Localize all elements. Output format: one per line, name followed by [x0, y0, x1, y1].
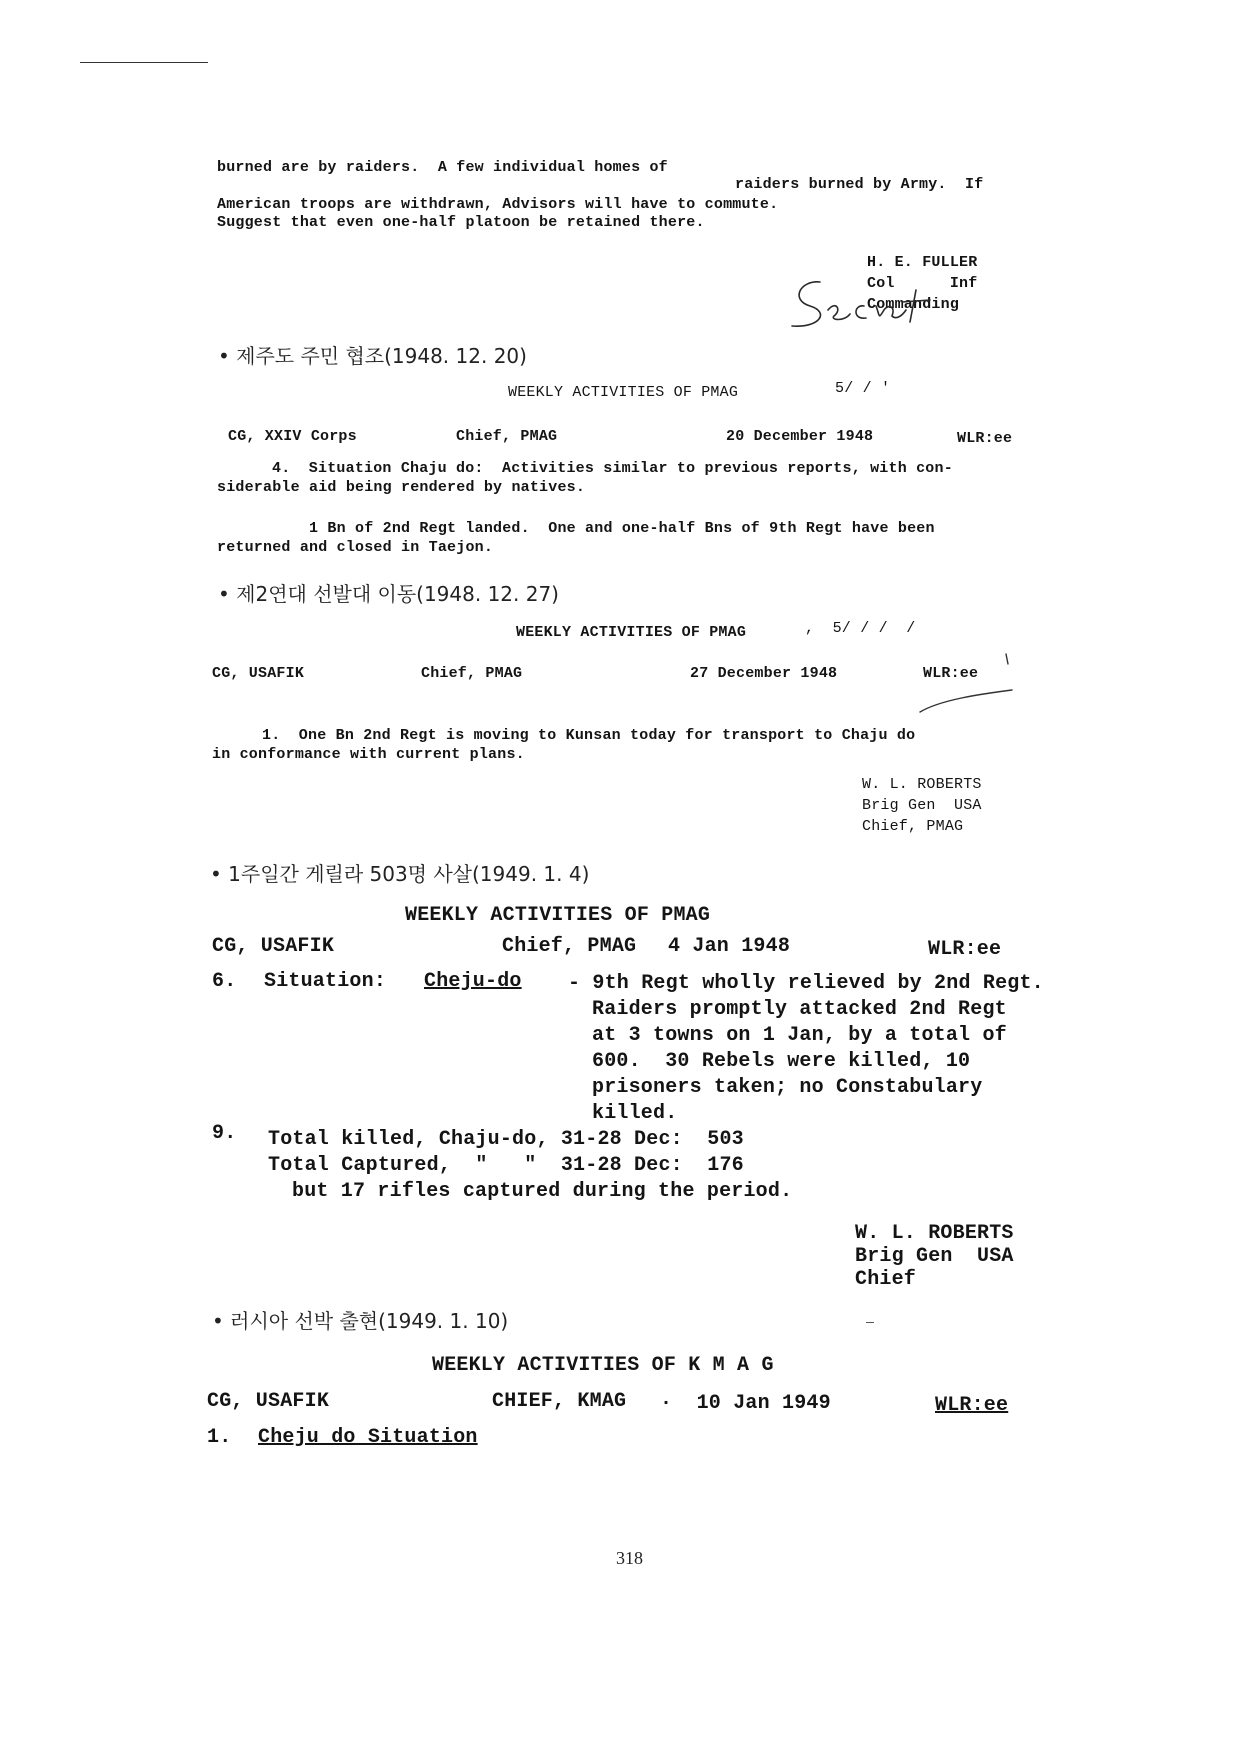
report4-to: CG, USAFIK	[207, 1390, 330, 1413]
report2-para1-line2: in conformance with current plans.	[212, 746, 525, 763]
report2-pen-stroke	[910, 650, 1020, 720]
report1-to: CG, XXIV Corps	[228, 428, 357, 445]
signature-rank: Col Inf	[867, 275, 978, 292]
report2-from: Chief, PMAG	[421, 665, 523, 682]
item6-place: Cheju-do	[424, 970, 522, 993]
report2-ref: WLR:ee	[923, 665, 979, 682]
report3-sig-rank: Brig Gen USA	[855, 1245, 1014, 1268]
report4-ref: WLR:ee	[935, 1394, 1009, 1417]
item6-line6: killed.	[592, 1102, 678, 1125]
report1-para2-line2: returned and closed in Taejon.	[217, 539, 494, 556]
report1-title: WEEKLY ACTIVITIES OF PMAG	[508, 384, 739, 401]
report1-para2-line1: 1 Bn of 2nd Regt landed. One and one-half Bns of 9th Regt have been	[309, 520, 935, 537]
signature-name: H. E. FULLER	[867, 254, 978, 271]
report4-from: CHIEF, KMAG	[492, 1390, 627, 1413]
report2-sig-rank: Brig Gen USA	[862, 797, 982, 814]
report4-item1-label: Cheju do Situation	[258, 1426, 478, 1449]
caption-503-guerrillas: • 1주일간 게릴라 503명 사살(1949. 1. 4)	[210, 862, 590, 886]
report3-sig-title: Chief	[855, 1268, 917, 1291]
report2-title: WEEKLY ACTIVITIES OF PMAG	[516, 624, 747, 641]
top-text-line3: Suggest that even one-half platoon be retained there.	[217, 214, 705, 231]
report4-title: WEEKLY ACTIVITIES OF K M A G	[432, 1354, 774, 1377]
report1-date: 20 December 1948	[726, 428, 874, 445]
secret-handwritten-mark	[780, 270, 940, 340]
report3-to: CG, USAFIK	[212, 935, 335, 958]
item9-number: 9.	[212, 1122, 237, 1145]
item9-line1: Total killed, Chaju-do, 31-28 Dec: 503	[268, 1128, 744, 1151]
signature-title: Commanding	[867, 296, 960, 313]
report1-from: Chief, PMAG	[456, 428, 558, 445]
item6-label: Situation:	[264, 970, 387, 993]
caption-russian-ship: • 러시아 선박 출현(1949. 1. 10)	[212, 1309, 509, 1333]
report4-date: · 10 Jan 1949	[660, 1392, 831, 1415]
report1-para1-line2: siderable aid being rendered by natives.	[217, 479, 586, 496]
stray-dash	[866, 1322, 874, 1323]
item6-line2: Raiders promptly attacked 2nd Regt	[592, 998, 1007, 1021]
raiders-note: raiders burned by Army. If	[735, 176, 984, 193]
top-text-line1: burned are by raiders. A few individual homes of	[217, 159, 668, 176]
page-number: 318	[616, 1548, 643, 1568]
item6-line5: prisoners taken; no Constabulary	[592, 1076, 983, 1099]
report3-date: 4 Jan 1948	[668, 935, 791, 958]
item6-line3: at 3 towns on 1 Jan, by a total of	[592, 1024, 1007, 1047]
report3-title: WEEKLY ACTIVITIES OF PMAG	[405, 904, 711, 927]
report1-para1-line1: 4. Situation Chaju do: Activities similar to previous reports, with con-	[272, 460, 953, 477]
report2-sig-title: Chief, PMAG	[862, 818, 964, 835]
report3-ref: WLR:ee	[928, 938, 1002, 961]
report2-date: 27 December 1948	[690, 665, 838, 682]
report4-item1-number: 1.	[207, 1426, 232, 1449]
top-text-line2: American troops are withdrawn, Advisors will have to commute.	[217, 196, 779, 213]
report2-mark: , 5/ / / /	[805, 620, 916, 637]
report2-para1-line1: 1. One Bn 2nd Regt is moving to Kunsan today for transport to Chaju do	[262, 727, 916, 744]
item6-line1: - 9th Regt wholly relieved by 2nd Regt.	[568, 972, 1044, 995]
report2-to: CG, USAFIK	[212, 665, 305, 682]
report3-sig-name: W. L. ROBERTS	[855, 1222, 1014, 1245]
item6-number: 6.	[212, 970, 237, 993]
caption-jeju-cooperation: • 제주도 주민 협조(1948. 12. 20)	[218, 344, 527, 368]
top-rule	[80, 62, 208, 63]
report1-mark: 5/ / '	[835, 380, 891, 397]
report2-sig-name: W. L. ROBERTS	[862, 776, 982, 793]
item9-line3: but 17 rifles captured during the period.	[292, 1180, 793, 1203]
report1-ref: WLR:ee	[957, 430, 1013, 447]
caption-2nd-regiment-move: • 제2연대 선발대 이동(1948. 12. 27)	[218, 582, 559, 606]
report3-from: Chief, PMAG	[502, 935, 637, 958]
item9-line2: Total Captured, " " 31-28 Dec: 176	[268, 1154, 744, 1177]
item6-line4: 600. 30 Rebels were killed, 10	[592, 1050, 971, 1073]
